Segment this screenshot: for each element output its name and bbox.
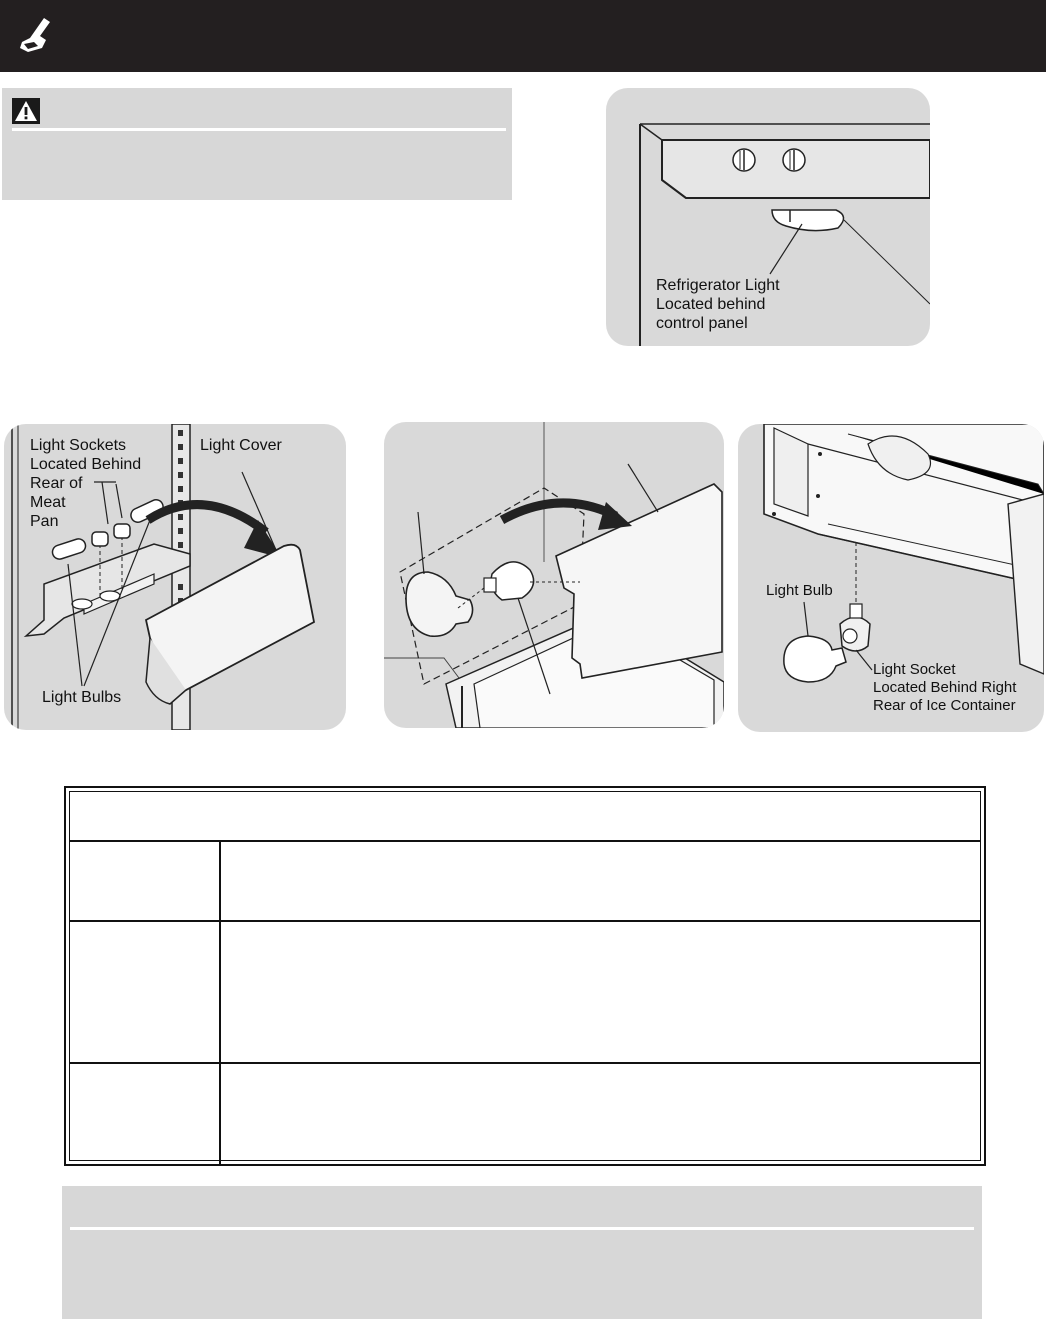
figure-freezer-light-cover	[384, 422, 724, 728]
light-bulb-label: Light Bulb	[766, 582, 833, 599]
table-column-divider	[219, 842, 221, 1164]
figure-meat-pan-light	[4, 424, 346, 730]
note-divider	[70, 1227, 974, 1230]
light-sockets-label-1: Light Sockets	[30, 437, 127, 454]
figure-refrigerator-light	[606, 88, 930, 346]
warning-icon	[12, 98, 40, 124]
warning-box	[2, 88, 512, 200]
table-inner-border	[69, 791, 981, 1161]
light-sockets-label-3: Rear of	[30, 475, 83, 492]
warning-divider	[12, 128, 506, 131]
light-sockets-label-5: Pan	[30, 513, 59, 530]
light-cover-label: Light Cover	[200, 437, 282, 454]
light-socket-label-2: Located Behind Right	[873, 679, 1017, 696]
hand-icon	[14, 14, 58, 58]
refrigerator-light-label-2: Located behind	[656, 296, 766, 313]
light-sockets-label-4: Meat	[30, 494, 66, 511]
page-header	[0, 0, 1046, 72]
note-box	[62, 1186, 982, 1319]
control-panel-drawing	[606, 88, 930, 346]
light-socket-label-3: Rear of Ice Container	[873, 697, 1016, 714]
freezer-light-drawing	[384, 422, 724, 728]
table-row-divider-2	[69, 1062, 981, 1064]
light-socket-label-1: Light Socket	[873, 661, 956, 678]
light-bulbs-label: Light Bulbs	[42, 689, 122, 706]
table-row-divider-1	[69, 920, 981, 922]
refrigerator-light-label-1: Refrigerator Light	[656, 277, 780, 294]
bulb-specification-table	[64, 786, 986, 1166]
light-sockets-label-2: Located Behind	[30, 456, 142, 473]
refrigerator-light-label-3: control panel	[656, 315, 748, 332]
figure-ice-container-light	[738, 424, 1044, 732]
table-header-divider	[69, 840, 981, 842]
